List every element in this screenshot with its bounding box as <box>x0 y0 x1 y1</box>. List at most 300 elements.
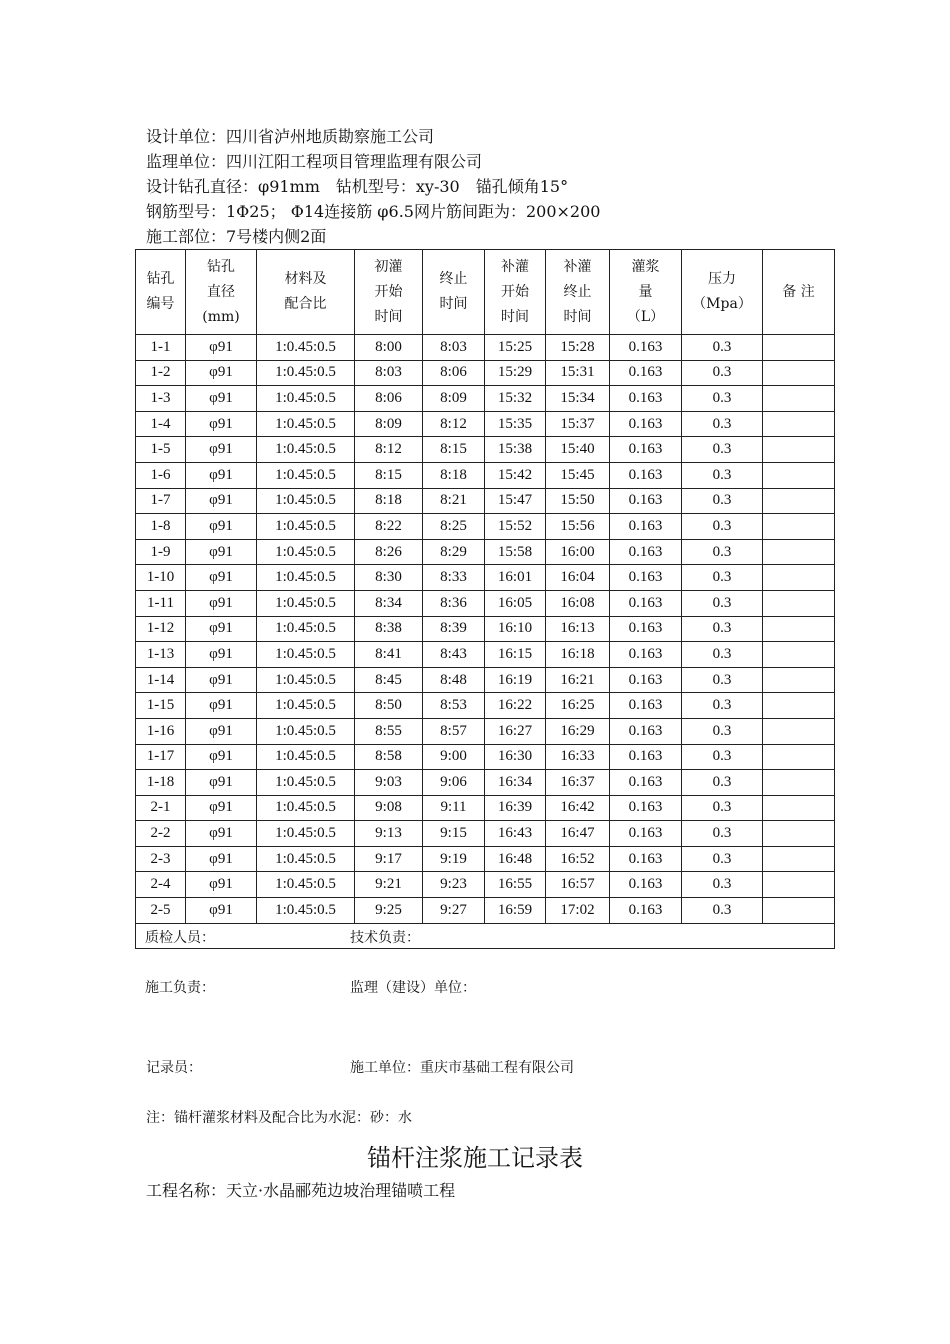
column-header-text: 灌浆 <box>631 258 660 275</box>
column-header-text: 补灌 <box>501 258 529 275</box>
table-cell: 1:0.45:0.5 <box>257 872 355 898</box>
table-cell <box>763 411 835 437</box>
table-cell: 16:30 <box>485 744 546 770</box>
table-row <box>136 462 835 488</box>
table-row <box>136 667 835 693</box>
table-cell: 17:02 <box>546 898 610 924</box>
table-cell: 15:50 <box>546 488 610 514</box>
table-cell: φ91 <box>186 462 257 488</box>
table-cell: φ91 <box>186 667 257 693</box>
table-cell: 0.3 <box>682 846 763 872</box>
table-cell: 16:34 <box>485 770 546 796</box>
column-header-text: 时间 <box>501 308 529 325</box>
table-cell: 8:45 <box>355 667 423 693</box>
table-row <box>136 898 835 924</box>
table-cell: 1-16 <box>136 718 186 744</box>
table-cell: 1:0.45:0.5 <box>257 693 355 719</box>
table-cell: 9:00 <box>423 744 485 770</box>
table-cell: φ91 <box>186 795 257 821</box>
table-cell: 0.163 <box>610 872 682 898</box>
table-cell: 16:29 <box>546 718 610 744</box>
table-cell: 16:18 <box>546 642 610 668</box>
drill-spec: 设计钻孔直径：φ91mm 钻机型号：xy-30 锚孔倾角15° <box>146 177 569 196</box>
material-note: 注：锚杆灌浆材料及配合比为水泥：砂：水 <box>146 1110 412 1126</box>
column-header <box>546 250 610 335</box>
table-cell: 15:40 <box>546 437 610 463</box>
table-cell: 9:27 <box>423 898 485 924</box>
table-cell: 8:12 <box>423 411 485 437</box>
table-cell: 8:43 <box>423 642 485 668</box>
column-header-text: 时间 <box>439 296 468 312</box>
table-cell: φ91 <box>186 872 257 898</box>
table-cell <box>763 770 835 796</box>
table-cell <box>763 872 835 898</box>
table-cell <box>763 590 835 616</box>
table-cell: φ91 <box>186 616 257 642</box>
table-cell <box>763 744 835 770</box>
table-cell: 9:23 <box>423 872 485 898</box>
table-cell: 8:22 <box>355 514 423 540</box>
table-cell: 8:25 <box>423 514 485 540</box>
table-cell: 16:05 <box>485 590 546 616</box>
table-cell <box>763 488 835 514</box>
table-cell: 8:48 <box>423 667 485 693</box>
table-cell: 0.3 <box>682 770 763 796</box>
table-cell: 8:03 <box>355 360 423 386</box>
table-cell: 0.3 <box>682 795 763 821</box>
table-cell: 0.3 <box>682 565 763 591</box>
table-cell: φ91 <box>186 565 257 591</box>
table-cell: 15:38 <box>485 437 546 463</box>
table-row <box>136 386 835 412</box>
table-cell: 15:37 <box>546 411 610 437</box>
tech-lead-label: 技术负责： <box>350 929 420 946</box>
column-header-text: 开始 <box>374 283 403 300</box>
table-cell: 0.3 <box>682 488 763 514</box>
table-cell: 1:0.45:0.5 <box>257 539 355 565</box>
table-row <box>136 411 835 437</box>
project-name: 工程名称：天立·水晶郦苑边坡治理锚喷工程 <box>146 1181 456 1200</box>
table-cell: 1-9 <box>136 539 186 565</box>
table-cell: 1:0.45:0.5 <box>257 386 355 412</box>
table-cell: 8:06 <box>355 386 423 412</box>
table-row <box>136 488 835 514</box>
table-cell: 1-18 <box>136 770 186 796</box>
column-header-text: 备 注 <box>782 283 815 300</box>
table-cell: 8:26 <box>355 539 423 565</box>
column-header-text: 时间 <box>374 308 403 325</box>
table-cell: 16:13 <box>546 616 610 642</box>
table-row <box>136 539 835 565</box>
table-cell: 0.163 <box>610 488 682 514</box>
table-cell: 8:41 <box>355 642 423 668</box>
table-cell: 15:29 <box>485 360 546 386</box>
table-row <box>136 718 835 744</box>
table-cell: 0.163 <box>610 565 682 591</box>
table-cell <box>763 821 835 847</box>
table-cell: 8:33 <box>423 565 485 591</box>
column-header <box>355 250 423 335</box>
table-cell: φ91 <box>186 821 257 847</box>
table-cell <box>763 437 835 463</box>
table-row <box>136 335 835 361</box>
table-cell: 0.3 <box>682 590 763 616</box>
table-cell: 1-11 <box>136 590 186 616</box>
column-header-text: 钻孔 <box>207 258 235 275</box>
column-header-text: 直径 <box>207 283 235 300</box>
column-header-text: 时间 <box>563 308 592 325</box>
table-cell: 15:32 <box>485 386 546 412</box>
table-cell: 8:58 <box>355 744 423 770</box>
table-cell: 0.163 <box>610 693 682 719</box>
column-header-text: 初灌 <box>374 258 403 275</box>
table-cell: 15:45 <box>546 462 610 488</box>
table-cell: 9:03 <box>355 770 423 796</box>
table-cell <box>763 335 835 361</box>
table-cell: 1-10 <box>136 565 186 591</box>
table-cell: 1:0.45:0.5 <box>257 718 355 744</box>
table-cell: 0.163 <box>610 360 682 386</box>
table-cell: 16:33 <box>546 744 610 770</box>
table-cell: 0.3 <box>682 386 763 412</box>
table-cell: 0.3 <box>682 462 763 488</box>
table-cell: 16:52 <box>546 846 610 872</box>
table-cell: 16:27 <box>485 718 546 744</box>
page-title: 锚杆注浆施工记录表 <box>367 1144 583 1172</box>
table-cell: 16:47 <box>546 821 610 847</box>
table-row <box>136 872 835 898</box>
table-cell: 15:28 <box>546 335 610 361</box>
table-cell <box>763 667 835 693</box>
column-header-text: 量 <box>638 283 653 300</box>
table-cell: 16:10 <box>485 616 546 642</box>
column-header-text: 钻孔 <box>146 271 175 287</box>
table-cell: 2-3 <box>136 846 186 872</box>
table-cell: 1:0.45:0.5 <box>257 795 355 821</box>
table-cell: 1:0.45:0.5 <box>257 565 355 591</box>
table-row <box>136 514 835 540</box>
column-header-text: 终止 <box>563 283 592 300</box>
table-cell: 2-1 <box>136 795 186 821</box>
table-cell: 15:52 <box>485 514 546 540</box>
column-header <box>610 250 682 335</box>
table-cell: 9:17 <box>355 846 423 872</box>
table-row <box>136 846 835 872</box>
table-cell: 8:30 <box>355 565 423 591</box>
table-cell: 8:53 <box>423 693 485 719</box>
table-cell: 8:21 <box>423 488 485 514</box>
table-cell <box>763 846 835 872</box>
table-row <box>136 565 835 591</box>
table-cell: 0.163 <box>610 898 682 924</box>
table-cell: 8:09 <box>423 386 485 412</box>
table-cell: 0.3 <box>682 642 763 668</box>
table-row <box>136 770 835 796</box>
table-cell: 2-4 <box>136 872 186 898</box>
table-cell: 1-2 <box>136 360 186 386</box>
column-header-text: 材料及 <box>284 271 327 287</box>
table-cell: 0.163 <box>610 821 682 847</box>
table-cell: 8:03 <box>423 335 485 361</box>
table-row <box>136 821 835 847</box>
table-cell: 8:39 <box>423 616 485 642</box>
column-header-text: 压力 <box>708 271 736 287</box>
table-cell: 1-3 <box>136 386 186 412</box>
table-cell: 16:00 <box>546 539 610 565</box>
table-cell: 0.163 <box>610 462 682 488</box>
table-cell: 1-17 <box>136 744 186 770</box>
table-cell: 8:15 <box>423 437 485 463</box>
table-cell: 0.163 <box>610 770 682 796</box>
table-cell: 9:06 <box>423 770 485 796</box>
table-cell: 1-14 <box>136 667 186 693</box>
table-cell: φ91 <box>186 437 257 463</box>
table-cell: φ91 <box>186 360 257 386</box>
table-cell: 2-5 <box>136 898 186 924</box>
table-cell: 15:42 <box>485 462 546 488</box>
table-cell: 1:0.45:0.5 <box>257 898 355 924</box>
table-cell: 8:18 <box>355 488 423 514</box>
table-cell: 0.163 <box>610 795 682 821</box>
column-header-text: 补灌 <box>563 258 592 275</box>
table-cell: 1:0.45:0.5 <box>257 514 355 540</box>
table-cell: 1:0.45:0.5 <box>257 335 355 361</box>
table-row <box>136 693 835 719</box>
table-cell: 0.3 <box>682 539 763 565</box>
table-cell: 1-4 <box>136 411 186 437</box>
table-cell: 8:57 <box>423 718 485 744</box>
table-cell: 0.163 <box>610 718 682 744</box>
table-cell: 1:0.45:0.5 <box>257 462 355 488</box>
table-cell: 0.163 <box>610 335 682 361</box>
table-cell: 0.163 <box>610 539 682 565</box>
table-cell: 1:0.45:0.5 <box>257 846 355 872</box>
table-cell: 15:34 <box>546 386 610 412</box>
table-cell: 1:0.45:0.5 <box>257 642 355 668</box>
table-cell: 16:59 <box>485 898 546 924</box>
table-cell: 15:58 <box>485 539 546 565</box>
table-cell: 16:55 <box>485 872 546 898</box>
column-header-text: 开始 <box>501 283 529 300</box>
column-header-text: （L） <box>626 308 665 325</box>
table-cell: 9:11 <box>423 795 485 821</box>
table-cell <box>763 795 835 821</box>
table-cell: 0.3 <box>682 360 763 386</box>
table-cell: φ91 <box>186 411 257 437</box>
table-cell: 16:21 <box>546 667 610 693</box>
table-cell: φ91 <box>186 846 257 872</box>
table-row <box>136 744 835 770</box>
table-row <box>136 795 835 821</box>
table-cell: φ91 <box>186 718 257 744</box>
column-header-text: （Mpa） <box>692 296 752 312</box>
table-cell: 9:25 <box>355 898 423 924</box>
table-cell: 16:22 <box>485 693 546 719</box>
table-cell: 16:25 <box>546 693 610 719</box>
table-cell <box>763 718 835 744</box>
rebar-spec: 钢筋型号：1Φ25； Φ14连接筋 φ6.5网片筋间距为：200×200 <box>146 202 601 221</box>
table-cell: 0.3 <box>682 335 763 361</box>
signature-row <box>136 923 835 949</box>
table-cell: 1-12 <box>136 616 186 642</box>
table-cell: 0.3 <box>682 872 763 898</box>
design-unit: 设计单位：四川省泸州地质勘察施工公司 <box>146 127 435 146</box>
column-header-text: 配合比 <box>284 296 327 312</box>
column-header-text: 终止 <box>439 271 468 287</box>
table-cell: φ91 <box>186 539 257 565</box>
table-cell <box>763 616 835 642</box>
table-cell: 16:04 <box>546 565 610 591</box>
table-cell: 0.3 <box>682 437 763 463</box>
column-header-text: (mm) <box>202 308 240 325</box>
table-cell: 1-6 <box>136 462 186 488</box>
table-cell: 9:13 <box>355 821 423 847</box>
column-header <box>257 250 355 335</box>
signature-box <box>136 923 835 996</box>
table-cell: 1-5 <box>136 437 186 463</box>
table-cell <box>763 898 835 924</box>
table-cell: 16:15 <box>485 642 546 668</box>
table-cell: 15:31 <box>546 360 610 386</box>
table-cell: 9:15 <box>423 821 485 847</box>
table-cell: 0.3 <box>682 667 763 693</box>
table-cell: 8:34 <box>355 590 423 616</box>
table-cell: φ91 <box>186 744 257 770</box>
inspector-label: 质检人员： <box>145 929 215 946</box>
table-cell: φ91 <box>186 335 257 361</box>
table-cell: φ91 <box>186 770 257 796</box>
table-cell: 1-13 <box>136 642 186 668</box>
table-cell: 0.163 <box>610 514 682 540</box>
table-cell: 16:08 <box>546 590 610 616</box>
table-cell: 16:57 <box>546 872 610 898</box>
table-cell: 8:36 <box>423 590 485 616</box>
construction-unit: 施工单位：重庆市基础工程有限公司 <box>350 1060 574 1076</box>
table-cell: φ91 <box>186 642 257 668</box>
table-cell: 1-1 <box>136 335 186 361</box>
column-header <box>136 250 186 335</box>
table-cell: 8:18 <box>423 462 485 488</box>
table-cell: 1:0.45:0.5 <box>257 411 355 437</box>
table-row <box>136 616 835 642</box>
table-cell: 9:21 <box>355 872 423 898</box>
table-cell: 1-15 <box>136 693 186 719</box>
table-row <box>136 590 835 616</box>
construction-lead-label: 施工负责： <box>145 979 215 996</box>
table-cell: 0.3 <box>682 718 763 744</box>
recorder-label: 记录员： <box>146 1060 202 1076</box>
table-cell: φ91 <box>186 590 257 616</box>
table-cell: 15:47 <box>485 488 546 514</box>
table-cell: 15:56 <box>546 514 610 540</box>
table-cell: 0.163 <box>610 590 682 616</box>
table-cell: 0.163 <box>610 642 682 668</box>
grouting-record-table <box>135 249 835 996</box>
table-cell: 1:0.45:0.5 <box>257 821 355 847</box>
table-cell: 1:0.45:0.5 <box>257 437 355 463</box>
table-cell: 16:01 <box>485 565 546 591</box>
table-cell: 8:15 <box>355 462 423 488</box>
table-cell <box>763 693 835 719</box>
column-header-text: 编号 <box>146 296 175 312</box>
column-header <box>763 250 835 335</box>
table-cell: 2-2 <box>136 821 186 847</box>
table-cell: 0.163 <box>610 411 682 437</box>
table-cell: 16:39 <box>485 795 546 821</box>
table-cell: 0.163 <box>610 386 682 412</box>
table-cell: 16:43 <box>485 821 546 847</box>
table-header-row <box>136 250 835 335</box>
table-cell <box>763 360 835 386</box>
table-cell <box>763 514 835 540</box>
table-cell: 8:29 <box>423 539 485 565</box>
table-row <box>136 360 835 386</box>
table-cell: 15:25 <box>485 335 546 361</box>
table-cell: 8:12 <box>355 437 423 463</box>
table-cell: 8:00 <box>355 335 423 361</box>
table-cell: φ91 <box>186 386 257 412</box>
table-cell <box>763 386 835 412</box>
table-cell: 8:55 <box>355 718 423 744</box>
supervision-label: 监理（建设）单位： <box>350 979 476 996</box>
table-cell: φ91 <box>186 488 257 514</box>
table-cell: 0.163 <box>610 744 682 770</box>
table-cell: 16:19 <box>485 667 546 693</box>
table-cell: 16:37 <box>546 770 610 796</box>
table-cell: 9:19 <box>423 846 485 872</box>
table-cell: 16:42 <box>546 795 610 821</box>
table-cell: 0.163 <box>610 616 682 642</box>
table-cell: 0.3 <box>682 514 763 540</box>
table-cell: 0.163 <box>610 667 682 693</box>
table-cell: 1:0.45:0.5 <box>257 770 355 796</box>
table-row <box>136 437 835 463</box>
table-cell <box>763 539 835 565</box>
table-cell: 1:0.45:0.5 <box>257 616 355 642</box>
table-cell: 1:0.45:0.5 <box>257 488 355 514</box>
column-header <box>186 250 257 335</box>
table-cell <box>763 565 835 591</box>
construction-location: 施工部位：7号楼内侧2面 <box>146 227 327 246</box>
table-cell: 8:38 <box>355 616 423 642</box>
table-cell: 1:0.45:0.5 <box>257 667 355 693</box>
table-cell: 0.3 <box>682 898 763 924</box>
table-cell: 1-7 <box>136 488 186 514</box>
table-cell: 15:35 <box>485 411 546 437</box>
table-cell: 1:0.45:0.5 <box>257 590 355 616</box>
supervision-unit: 监理单位：四川江阳工程项目管理监理有限公司 <box>146 152 483 171</box>
table-cell: 8:09 <box>355 411 423 437</box>
table-cell: 1-8 <box>136 514 186 540</box>
table-cell: 0.3 <box>682 616 763 642</box>
table-cell: 1:0.45:0.5 <box>257 744 355 770</box>
table-row <box>136 642 835 668</box>
table-cell <box>763 462 835 488</box>
table-cell: 8:50 <box>355 693 423 719</box>
table-cell <box>763 642 835 668</box>
table-cell: 0.3 <box>682 693 763 719</box>
table-cell: 9:08 <box>355 795 423 821</box>
table-cell: 0.3 <box>682 821 763 847</box>
table-cell: 0.3 <box>682 411 763 437</box>
column-header <box>485 250 546 335</box>
table-cell: φ91 <box>186 693 257 719</box>
table-cell: 0.163 <box>610 846 682 872</box>
table-cell: 8:06 <box>423 360 485 386</box>
column-header <box>423 250 485 335</box>
table-cell: 16:48 <box>485 846 546 872</box>
table-cell: 0.3 <box>682 744 763 770</box>
